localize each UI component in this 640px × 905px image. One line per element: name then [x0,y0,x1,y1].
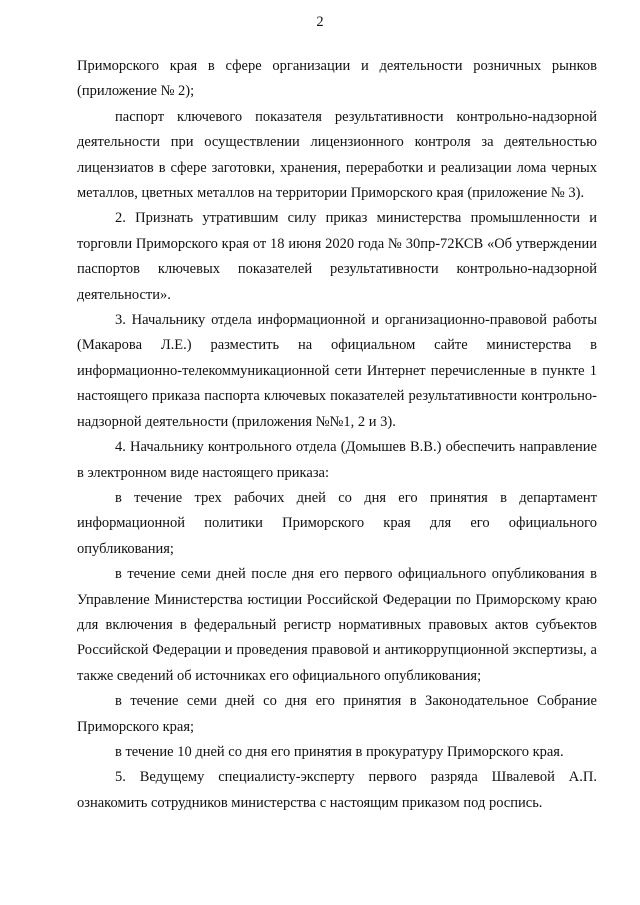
document-body [77,54,597,816]
paragraph-subitem-department: в течение трех рабочих дней со дня его принятия в департамент информационной политики Приморского края для его официального опубликования; [77,489,597,557]
paragraph-subitem-prosecutor: в течение 10 дней со дня его принятия в прокуратуру Приморского края. [115,743,564,760]
paragraph-item-4: 4. Начальнику контрольного отдела (Домышев В.В.) обеспечить направление в электронном виде настоящего приказа: [77,439,597,481]
paragraph-subitem-ministry-justice: в течение семи дней после дня его первого официального опубликования в Управление Министерства юстиции Российской Федерации по Приморскому краю для включения в федеральный регистр нормативных правовых актов субъектов Российской Федерации и проведения правовой и антикоррупционной экспертизы, а также сведений об источниках его официального опубликования; [77,566,597,684]
page-number: 2 [316,14,324,30]
paragraph-passport-item: паспорт ключевого показателя результативности контрольно-надзорной деятельности при осуществлении лицензионного контроля за деятельностью лицензиатов в сфере заготовки, хранения, переработки и реализации лома черных металлов, цветных металлов на территории Приморского края (приложение № 3). [77,108,597,202]
paragraph-item-3: 3. Начальнику отдела информационной и организационно-правовой работы (Макарова Л.Е.) разместить на официальном сайте министерства в информационно-телекоммуникационной сети Интернет перечисленные в пункте 1 настоящего приказа паспорта ключевых показателей результативности контрольно-надзорной деятельности (приложения №№1, 2 и 3). [77,312,597,430]
paragraph-continuation: Приморского края в сфере организации и деятельности розничных рынков (приложение № 2); [77,58,597,100]
paragraph-item-5: 5. Ведущему специалисту-эксперту первого разряда Швалевой А.П. ознакомить сотрудников министерства с настоящим приказом под роспись. [77,769,597,811]
paragraph-item-2: 2. Признать утратившим силу приказ министерства промышленности и торговли Приморского края от 18 июня 2020 года № 30пр-72КСВ «Об утверждении паспортов ключевых показателей результативности контрольно-надзорной деятельности». [77,210,597,303]
paragraph-subitem-legislative-assembly: в течение семи дней со дня его принятия в Законодательное Собрание Приморского края; [77,693,597,735]
